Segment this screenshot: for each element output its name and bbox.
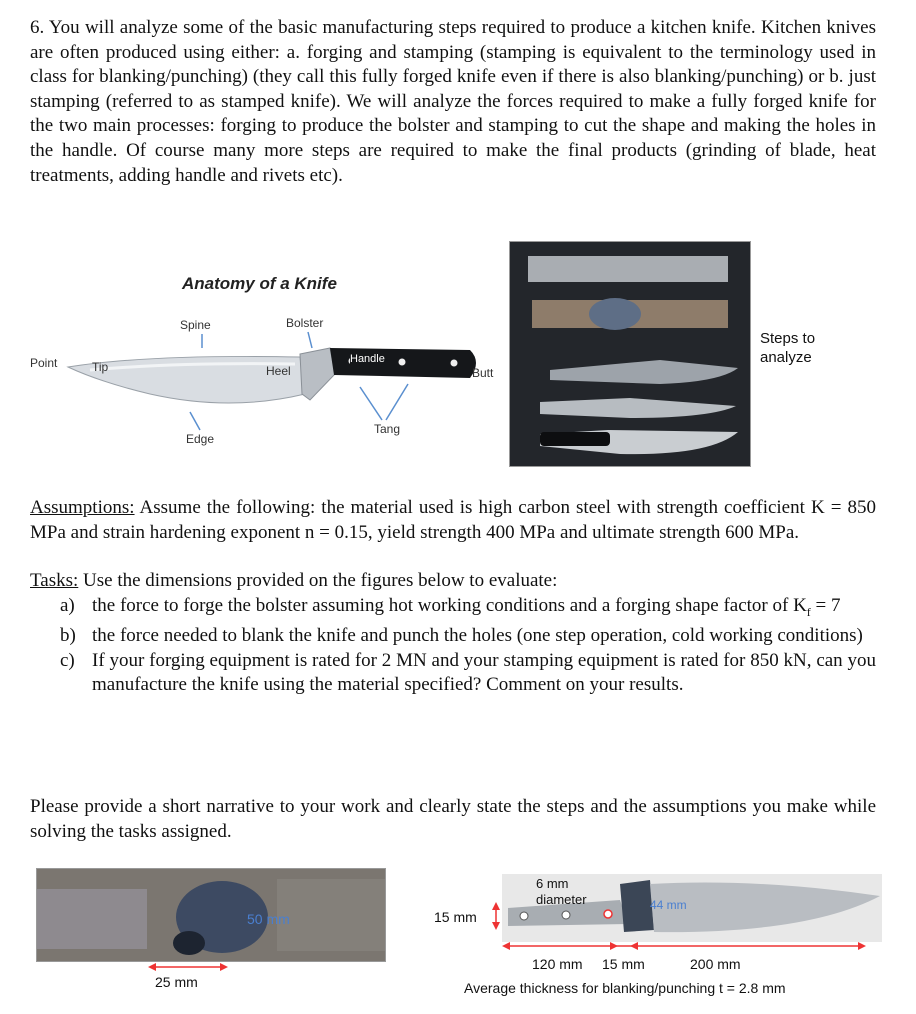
- handle-stage-5: [540, 432, 610, 446]
- task-item-b: b) the force needed to blank the knife and punch the holes (one step operation, cold working conditions): [60, 625, 863, 647]
- question-number: 6.: [30, 17, 45, 38]
- hole-1: [520, 912, 528, 920]
- dim-label-15v: 15 mm: [434, 909, 477, 925]
- dim-arrow-25: [148, 962, 228, 972]
- knife-anatomy-diagram: [30, 262, 510, 462]
- hole-diameter-label: 6 mm diameter: [536, 876, 587, 907]
- narrative-paragraph: Please provide a short narrative to your work and clearly state the steps and the assumptions you make while solving the tasks assigned.: [30, 796, 876, 842]
- intro-paragraph: [30, 16, 876, 188]
- knife-stage-4: [540, 398, 736, 418]
- label-tip: Tip: [92, 360, 109, 374]
- knife-stage-3: [550, 360, 738, 384]
- rivet: [451, 360, 458, 367]
- knife-bolster: [300, 348, 335, 400]
- steps-photo-illustration: [510, 242, 750, 466]
- dim-label-25: 25 mm: [155, 974, 198, 990]
- bolster-photo: [36, 868, 386, 962]
- anatomy-title: Anatomy of a Knife: [182, 274, 337, 293]
- knife-steps-photo: [509, 241, 751, 467]
- assumptions-heading: Assumptions:: [30, 497, 135, 518]
- task-item-c: c) If your forging equipment is rated for 2 MN and your stamping equipment is rated for 850 kN, can you manufacture the knife using the material specified? Comment on your results.: [60, 649, 876, 696]
- hole-2: [562, 911, 570, 919]
- label-spine: Spine: [180, 318, 211, 332]
- rivet: [399, 359, 406, 366]
- blank-knife-figure: [428, 870, 888, 1000]
- label-edge: Edge: [186, 432, 215, 446]
- dim-label-120: 120 mm: [532, 956, 583, 972]
- thickness-note: Average thickness for blanking/punching t = 2.8 mm: [464, 980, 786, 996]
- intro-text: You will analyze some of the basic manufacturing steps required to produce a kitchen knife. Kitchen knives are often produced using either: a. forging and stamping (stamping is equivalent to the terminology used in class for blanking/punching) (they call this fully forged knife even if there is also blanking/punching) or b. just stamping (referred to as stamped knife). We will analyze the forces required to make a fully forged knife for the two main processes: forging to produce the bolster and stamping to cut the shape and making the holes in the handle. Of course many more steps are required to make the final products (grinding of blade, heat treatments, adding handle and rivets etc).: [30, 17, 877, 186]
- arrow-tang-b: [386, 384, 408, 420]
- forged-bolster-heat-mark: [589, 298, 641, 330]
- blank-bolster: [620, 880, 654, 932]
- knife-blank-illustration: [428, 870, 888, 960]
- dim-label-15h: 15 mm: [602, 956, 645, 972]
- label-heel: Heel: [266, 364, 291, 378]
- dim-label-44: 44 mm: [650, 898, 687, 912]
- hole-3: [604, 910, 612, 918]
- assumptions-paragraph: [30, 496, 876, 545]
- arrow-tang-a: [360, 387, 382, 420]
- tasks-text: Use the dimensions provided on the figures below to evaluate:: [78, 570, 558, 591]
- bolster-photo-illustration: [37, 869, 385, 961]
- tasks-intro: [30, 569, 876, 594]
- task-item-a: a) the force to forge the bolster assuming hot working conditions and a forging shape factor of $K_f = 7$: [60, 595, 841, 619]
- tasks-list: [30, 594, 876, 697]
- label-handle: Handle: [350, 353, 385, 365]
- dim-label-50: 50 mm: [247, 911, 290, 927]
- tasks-heading: Tasks:: [30, 570, 79, 591]
- label-bolster: Bolster: [286, 316, 324, 330]
- raw-bar-stock: [528, 256, 728, 282]
- label-butt: Butt: [472, 366, 494, 380]
- arrow-bolster: [308, 332, 312, 348]
- assumptions-text: Assume the following: the material used is high carbon steel with strength coefficient K = 850 MPa and strain hardening exponent n = 0.15, yield strength 400 MPa and ultimate strength 600 MPa.: [30, 497, 876, 543]
- label-point: Point: [30, 356, 58, 370]
- steps-to-analyze-label: Steps to analyze: [760, 330, 816, 366]
- arrow-edge: [190, 412, 200, 430]
- dim-label-200: 200 mm: [690, 956, 741, 972]
- label-tang: Tang: [374, 422, 401, 436]
